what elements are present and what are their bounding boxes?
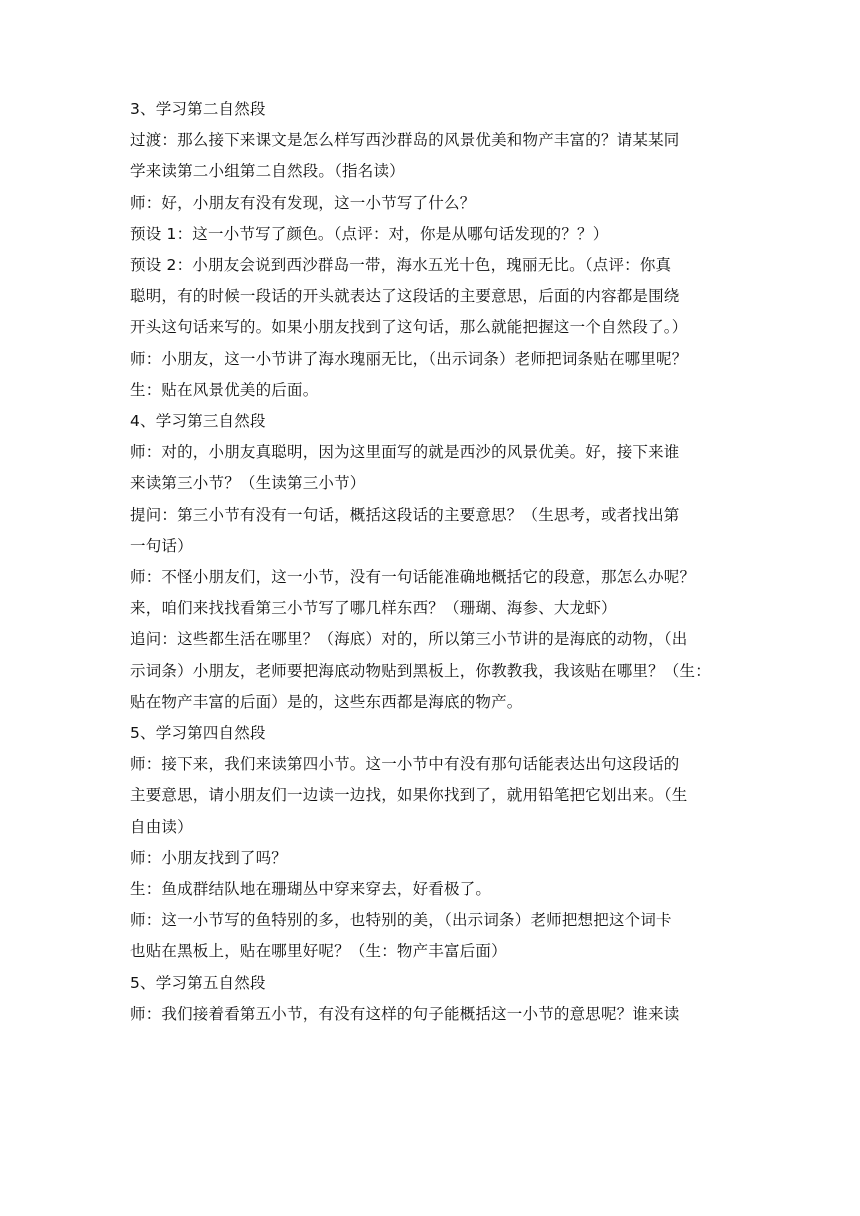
teacher-found-question-paragraph: 师：小朋友找到了吗？ <box>130 848 288 867</box>
preset-1-paragraph: 预设 1：这一小节写了颜色。（点评：对，你是从哪句话发现的？？） <box>130 224 609 243</box>
teacher-explanation-paragraph: 师：不怪小朋友们，这一小节，没有一句话能准确地概括它的段意，那怎么办呢？ 来，咱们来找找看第三小节写了哪几样东西？（珊瑚、海参、大龙虾） <box>130 568 696 618</box>
document-body <box>130 94 734 1030</box>
follow-up-question-paragraph: 追问：这些都生活在哪里？（海底）对的，所以第三小节讲的是海底的动物，（出 示词条）小朋友，老师要把海底动物贴到黑板上，你教教我，我该贴在哪里？（生： 贴在物产丰富的后面）是的，这些东西都是海底的物产。 <box>130 630 711 711</box>
section-heading-3: 3、学习第二自然段 <box>130 100 266 118</box>
preset-2-paragraph: 预设 2：小朋友会说到西沙群岛一带，海水五光十色，瑰丽无比。（点评：你真 聪明，有的时候一段话的开头就表达了这段话的主要意思，后面的内容都是围绕 开头这句话来写的。如果小朋友找到了这句话，那么就能把握这一个自然段了。） <box>130 256 688 337</box>
question-paragraph: 提问：第三小节有没有一句话，概括这段话的主要意思？（生思考，或者找出第 一句话） <box>130 505 680 555</box>
section-heading-5b: 5、学习第五自然段 <box>130 973 266 992</box>
student-answer-paragraph: 生：贴在风景优美的后面。 <box>130 380 319 399</box>
teacher-fish-card-paragraph: 师：这一小节写的鱼特别的多，也特别的美，（出示词条）老师把想把这个词卡 也贴在黑板上，贴在哪里好呢？（生：物产丰富后面） <box>130 911 672 961</box>
student-fish-answer-paragraph: 生：鱼成群结队地在珊瑚丛中穿来穿去，好看极了。 <box>130 880 492 899</box>
teacher-fifth-section-paragraph: 师：我们接着看第五小节，有没有这样的句子能概括这一小节的意思呢？谁来读 <box>130 1004 680 1023</box>
section-heading-4: 4、学习第三自然段 <box>130 412 266 431</box>
section-heading-5a: 5、学习第四自然段 <box>130 724 266 743</box>
teacher-card-paragraph: 师：小朋友，这一小节讲了海水瑰丽无比，（出示词条）老师把词条贴在哪里呢？ <box>130 349 688 368</box>
teacher-fourth-section-paragraph: 师：接下来，我们来读第四小节。这一小节中有没有那句话能表达出句这段话的 主要意思，请小朋友们一边读一边找，如果你找到了，就用铅笔把它划出来。（生 自由读） <box>130 755 688 836</box>
teacher-third-section-paragraph: 师：对的，小朋友真聪明，因为这里面写的就是西沙的风景优美。好，接下来谁 来读第三小节？（生读第三小节） <box>130 443 680 493</box>
transition-paragraph: 过渡：那么接下来课文是怎么样写西沙群岛的风景优美和物产丰富的？请某某同 学来读第二小组第二自然段。（指名读） <box>130 131 680 181</box>
teacher-question-paragraph: 师：好，小朋友有没有发现，这一小节写了什么？ <box>130 193 476 212</box>
